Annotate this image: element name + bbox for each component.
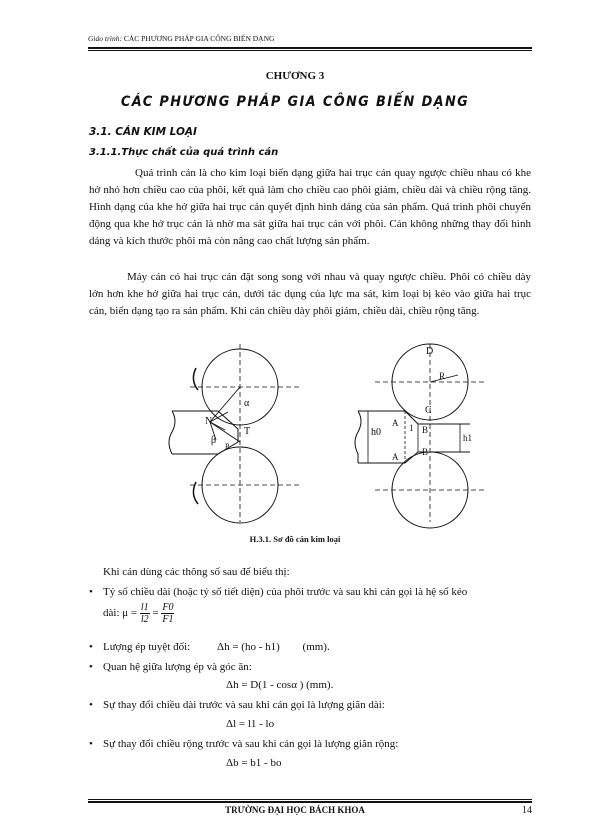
left-scheme: [169, 344, 300, 523]
bullet-icon: •: [89, 586, 93, 598]
figure-caption: H.3.1. Sơ đồ cán kim loại: [249, 534, 341, 544]
fraction-l: $\frac{l1}{l2}$: [140, 602, 149, 625]
label-P: P: [225, 442, 230, 451]
header-rule: [88, 47, 532, 49]
page-number: 14: [522, 805, 532, 816]
subsection-heading: 3.1.1.Thực chất của quá trình cán: [89, 147, 279, 158]
header-course: CÁC PHƯƠNG PHÁP GIA CÔNG BIẾN DẠNG: [123, 34, 275, 43]
bullet-icon: •: [89, 699, 93, 711]
label-h1: h1: [463, 433, 472, 443]
bullet-icon: •: [89, 661, 93, 673]
bullet-icon: •: [89, 641, 93, 653]
chapter-number: CHƯƠNG 3: [265, 70, 325, 82]
footer-school: TRƯỜNG ĐẠI HỌC BÁCH KHOA: [225, 805, 365, 815]
label-R: R: [439, 371, 446, 381]
chapter-title: CÁC PHƯƠNG PHÁP GIA CÔNG BIẾN DẠNG: [120, 94, 470, 110]
params-intro: Khi cán dùng các thông số sau để biểu thị:: [103, 566, 290, 578]
fraction-F: $\frac{F0}{F1}$: [162, 602, 174, 625]
footer-rule: [88, 799, 532, 800]
label-h0: h0: [371, 427, 381, 438]
label-A-bottom: A: [392, 452, 399, 462]
footer-rule-thick: [88, 801, 532, 803]
list-item: • Tỷ số chiều dài (hoặc tỷ số tiết diện) của phôi trước và sau khi cán gọi là hệ số kéo: [89, 586, 468, 598]
list-item: • Quan hệ giữa lượng ép và góc ăn:: [89, 661, 252, 673]
label-D: D: [426, 346, 434, 357]
label-beta: β: [211, 435, 217, 446]
label-C: C: [425, 405, 432, 416]
list-item: • Sự thay đổi chiều rộng trước và sau khi cán gọi là lượng giãn rộng:: [89, 738, 399, 750]
formula-mu: dài: μ = $\frac{l1}{l2}$ = $\frac{F0}{F1}$: [103, 602, 174, 625]
label-A-top: A: [392, 418, 399, 428]
header-prefix: Giáo trình:: [88, 34, 122, 43]
label-B-bottom: B: [422, 447, 429, 457]
header-rule-thin: [88, 50, 532, 51]
label-T: T: [244, 426, 251, 437]
bullet-icon: •: [89, 738, 93, 750]
formula-length: Δl = l1 - lo: [226, 718, 275, 730]
section-heading: 3.1. CÁN KIM LOẠI: [89, 126, 197, 138]
formula-angle: Δh = D(1 - cosα ) (mm).: [226, 679, 334, 691]
label-N: N: [205, 416, 213, 427]
label-1: 1: [409, 423, 414, 433]
right-scheme: [355, 344, 485, 528]
paragraph-2: Máy cán có hai trục cán đặt song song với nhau và quay ngược chiều. Phôi có chiều dày lớn hơn khe hở giữa hai trục cán, dưới tác dụng của lực ma sát, kim loại bị kéo vào giữa hai trục cán, biến dạng tạo ra sản phẩm. Khi cán chiều dày phôi giảm, chiều dài, chiều rộng tăng.: [89, 271, 531, 317]
rolling-diagram: [160, 342, 490, 532]
list-item: • Lượng ép tuyệt đối: Δh = (ho - h1) (mm).: [89, 641, 330, 653]
formula-width: Δb = b1 - bo: [226, 757, 282, 769]
label-B-top: B: [422, 425, 429, 435]
label-alpha: α: [244, 398, 250, 409]
list-item: • Sự thay đổi chiều dài trước và sau khi cán gọi là lượng giãn dài:: [89, 699, 385, 711]
paragraph-1: Quá trình cán là cho kim loại biến dạng giữa hai trục cán quay ngược chiều nhau có khe hở nhỏ hơn chiều cao của phôi, kết quả làm cho chiều cao phôi giảm, chiều dài và chiều rộng tăng. Hình dạng của khe hở giữa hai trục cán quyết định hình dáng của sản phẩm. Quá trình phôi chuyển động qua khe hở trục cán là nhờ ma sát giữa hai trục cán với phôi. Cán không những thay đổi hình dáng và kích thước phôi mà còn nâng cao chất lượng sản phẩm.: [89, 167, 531, 247]
running-header: [88, 34, 532, 43]
